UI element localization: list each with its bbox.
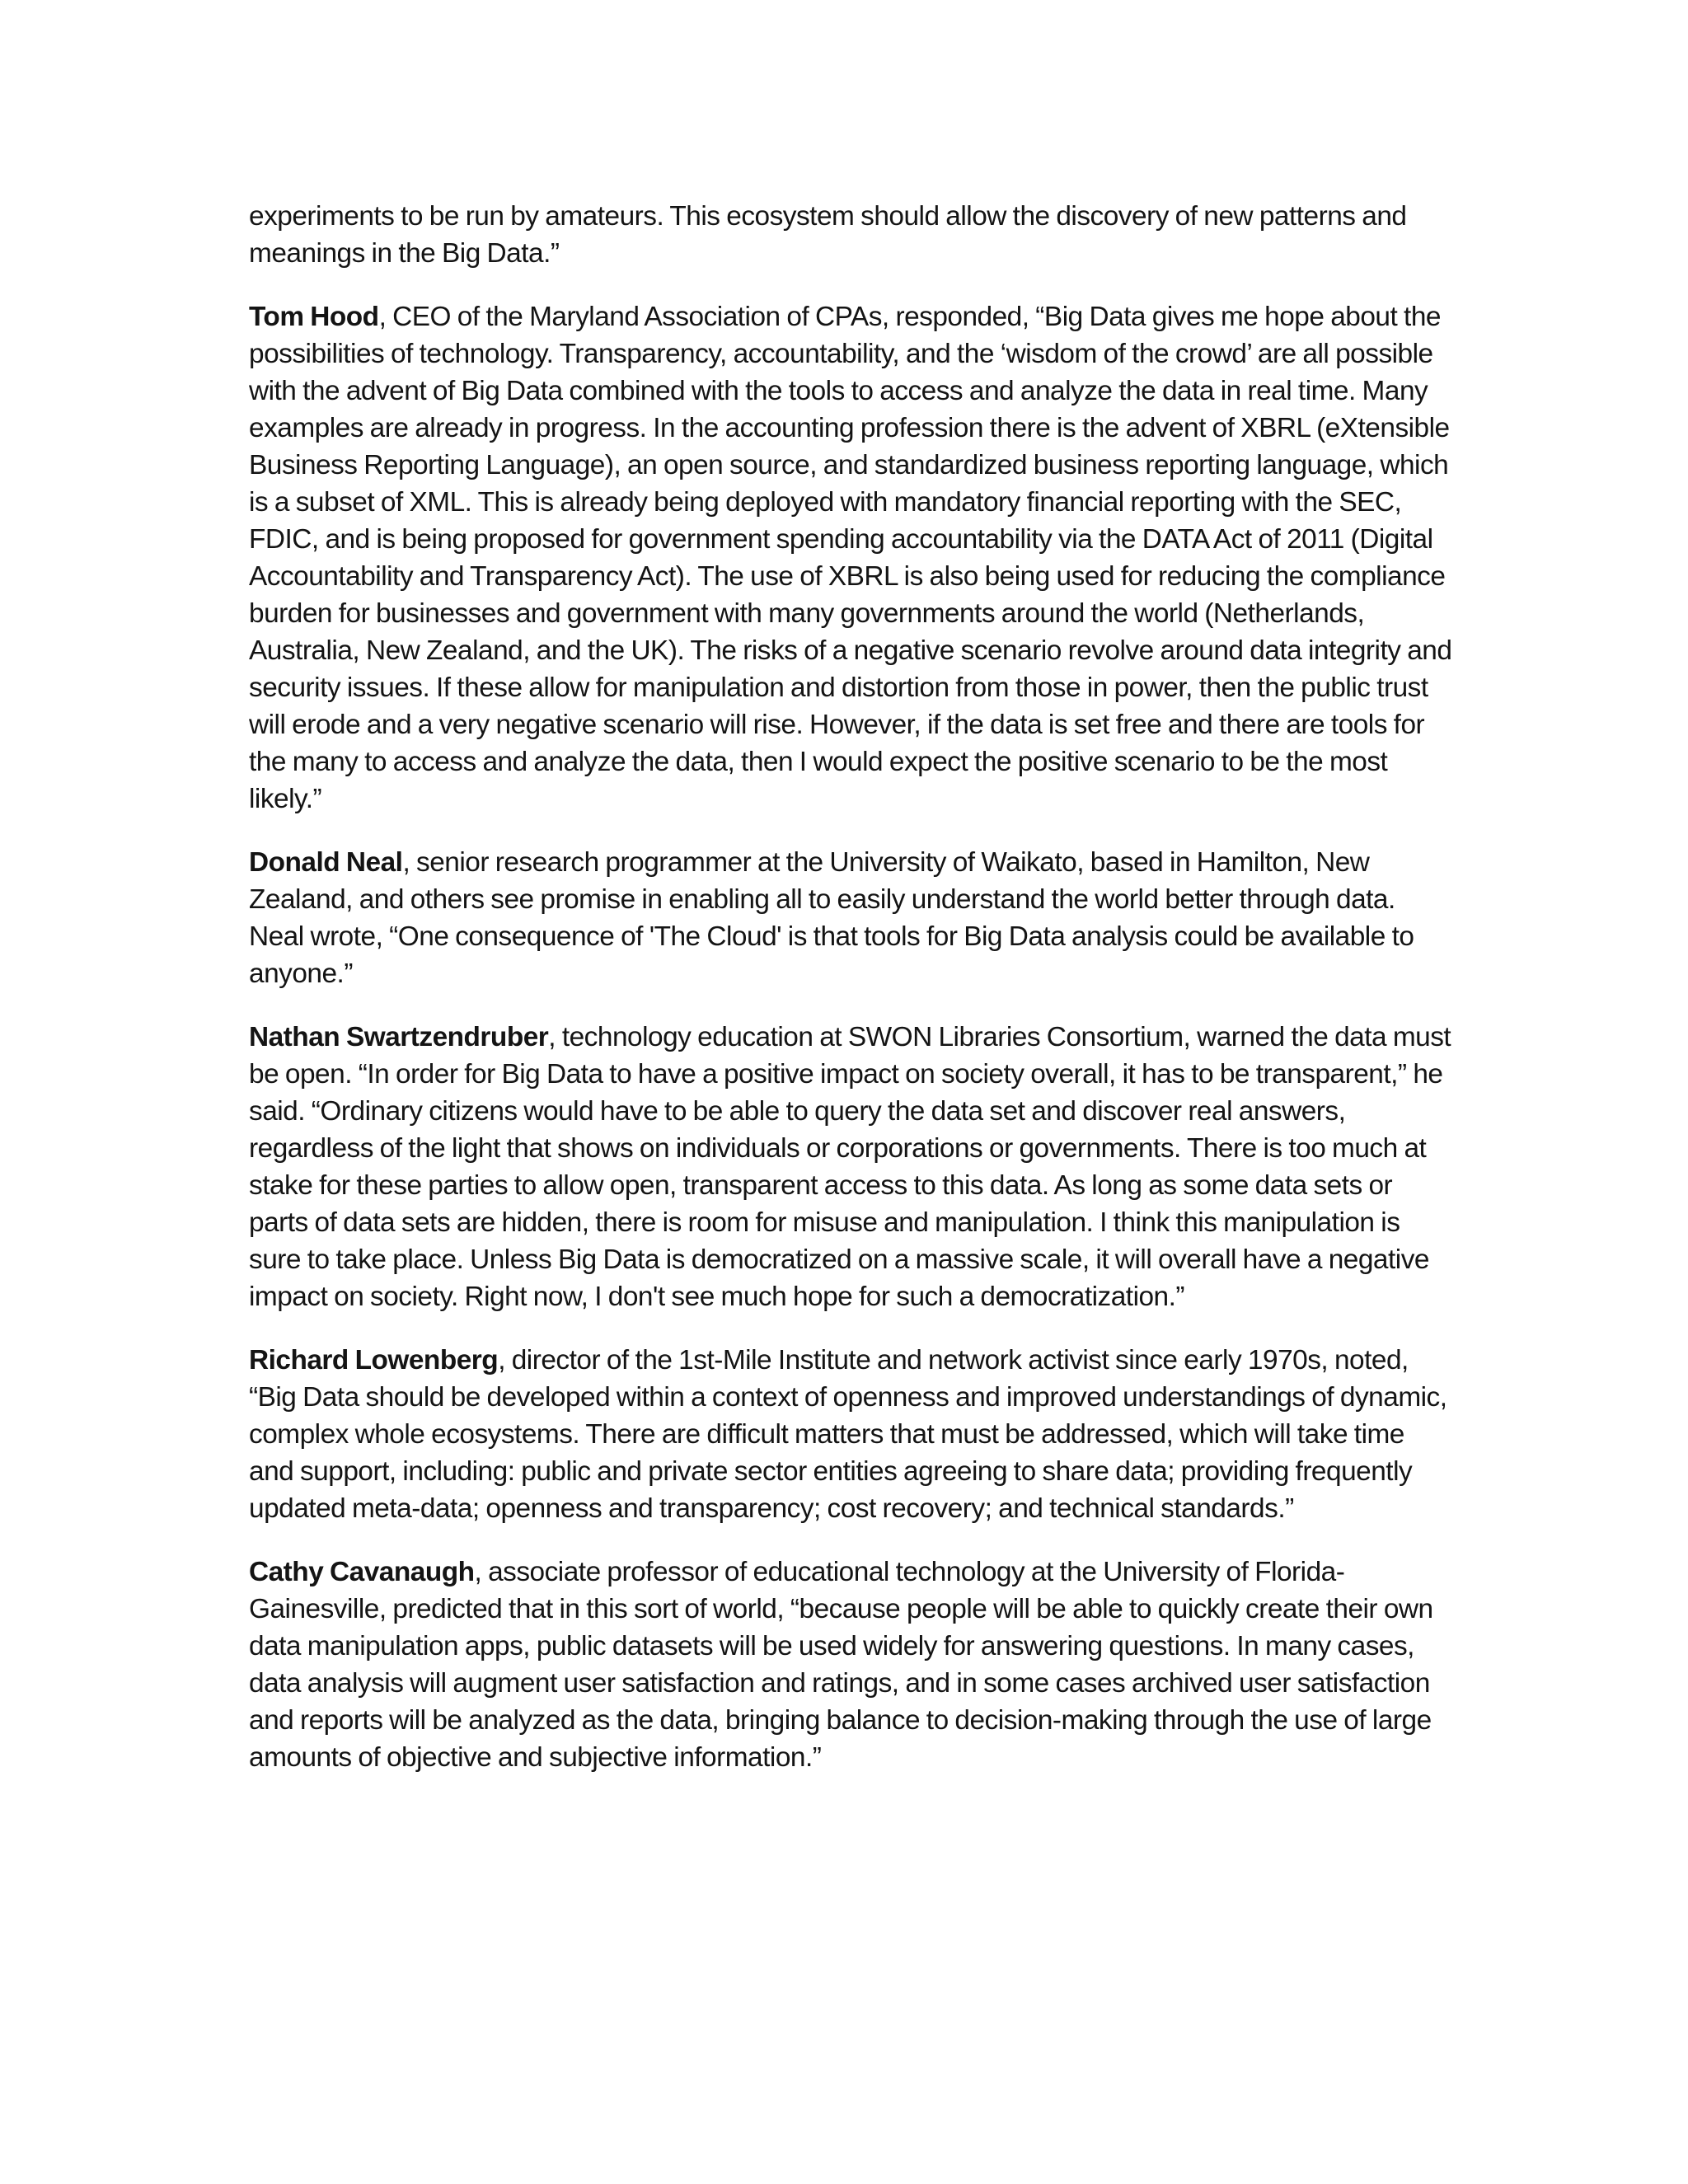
document-page — [249, 198, 1452, 1776]
paragraph-text: experiments to be run by amateurs. This ecosystem should allow the discovery of new patterns and meanings in the Big Data.” — [249, 201, 1407, 269]
speaker-name: Richard Lowenberg — [249, 1345, 499, 1376]
speaker-name: Cathy Cavanaugh — [249, 1557, 475, 1587]
paragraph-text: , CEO of the Maryland Association of CPAs, responded, “Big Data gives me hope about the possibilities of technology. Transparency, accountability, and the ‘wisdom of the crowd’ are all possible with the advent of Big Data combined with the tools to access and analyze the data in real time. Many examples are already in progress. In the accounting profession there is the advent of XBRL (eXtensible Business Reporting Language), an open source, and standardized business reporting language, which is a subset of XML. This is already being deployed with mandatory financial reporting with the SEC, FDIC, and is being proposed for government spending accountability via the DATA Act of 2011 (Digital Accountability and Transparency Act). The use of XBRL is also being used for reducing the compliance burden for businesses and government with many governments around the world (Netherlands, Australia, New Zealand, and the UK). The risks of a negative scenario revolve around data integrity and security issues. If these allow for manipulation and distortion from those in power, then the public trust will erode and a very negative scenario will rise. However, if the data is set free and there are tools for the many to access and analyze the data, then I would expect the positive scenario to be the most likely.” — [249, 302, 1452, 814]
paragraph-cathy-cavanaugh — [249, 1554, 1452, 1776]
speaker-name: Donald Neal — [249, 847, 403, 878]
paragraph-text: , director of the 1st-Mile Institute and network activist since early 1970s, noted, “Big Data should be developed within a context of openness and improved understandings of dynamic, complex whole ecosystems. There are difficult matters that must be addressed, which will take time and support, including: public and private sector entities agreeing to share data; providing frequently updated meta-data; openness and transparency; cost recovery; and technical standards.” — [249, 1345, 1447, 1524]
paragraph-text: , associate professor of educational technology at the University of Florida-Gainesville, predicted that in this sort of world, “because people will be able to quickly create their own data manipulation apps, public datasets will be used widely for answering questions. In many cases, data analysis will augment user satisfaction and ratings, and in some cases archived user satisfaction and reports will be analyzed as the data, bringing balance to decision-making through the use of large amounts of objective and subjective information.” — [249, 1557, 1433, 1773]
paragraph-text: , technology education at SWON Libraries Consortium, warned the data must be open. “In order for Big Data to have a positive impact on society overall, it has to be transparent,” he said. “Ordinary citizens would have to be able to query the data set and discover real answers, regardless of the light that shows on individuals or corporations or governments. There is too much at stake for these parties to allow open, transparent access to this data. As long as some data sets or parts of data sets are hidden, there is room for misuse and manipulation. I think this manipulation is sure to take place. Unless Big Data is democratized on a massive scale, it will overall have a negative impact on society. Right now, I don't see much hope for such a democratization.” — [249, 1022, 1451, 1312]
speaker-name: Tom Hood — [249, 302, 379, 332]
paragraph-donald-neal — [249, 844, 1452, 992]
paragraph-nathan-swartzendruber — [249, 1019, 1452, 1315]
paragraph-continuation — [249, 198, 1452, 272]
paragraph-tom-hood — [249, 298, 1452, 818]
speaker-name: Nathan Swartzendruber — [249, 1022, 549, 1052]
paragraph-text: , senior research programmer at the University of Waikato, based in Hamilton, New Zealand, and others see promise in enabling all to easily understand the world better through data. Neal wrote, “One consequence of 'The Cloud' is that tools for Big Data analysis could be available to anyone.” — [249, 847, 1414, 989]
paragraph-richard-lowenberg — [249, 1342, 1452, 1527]
